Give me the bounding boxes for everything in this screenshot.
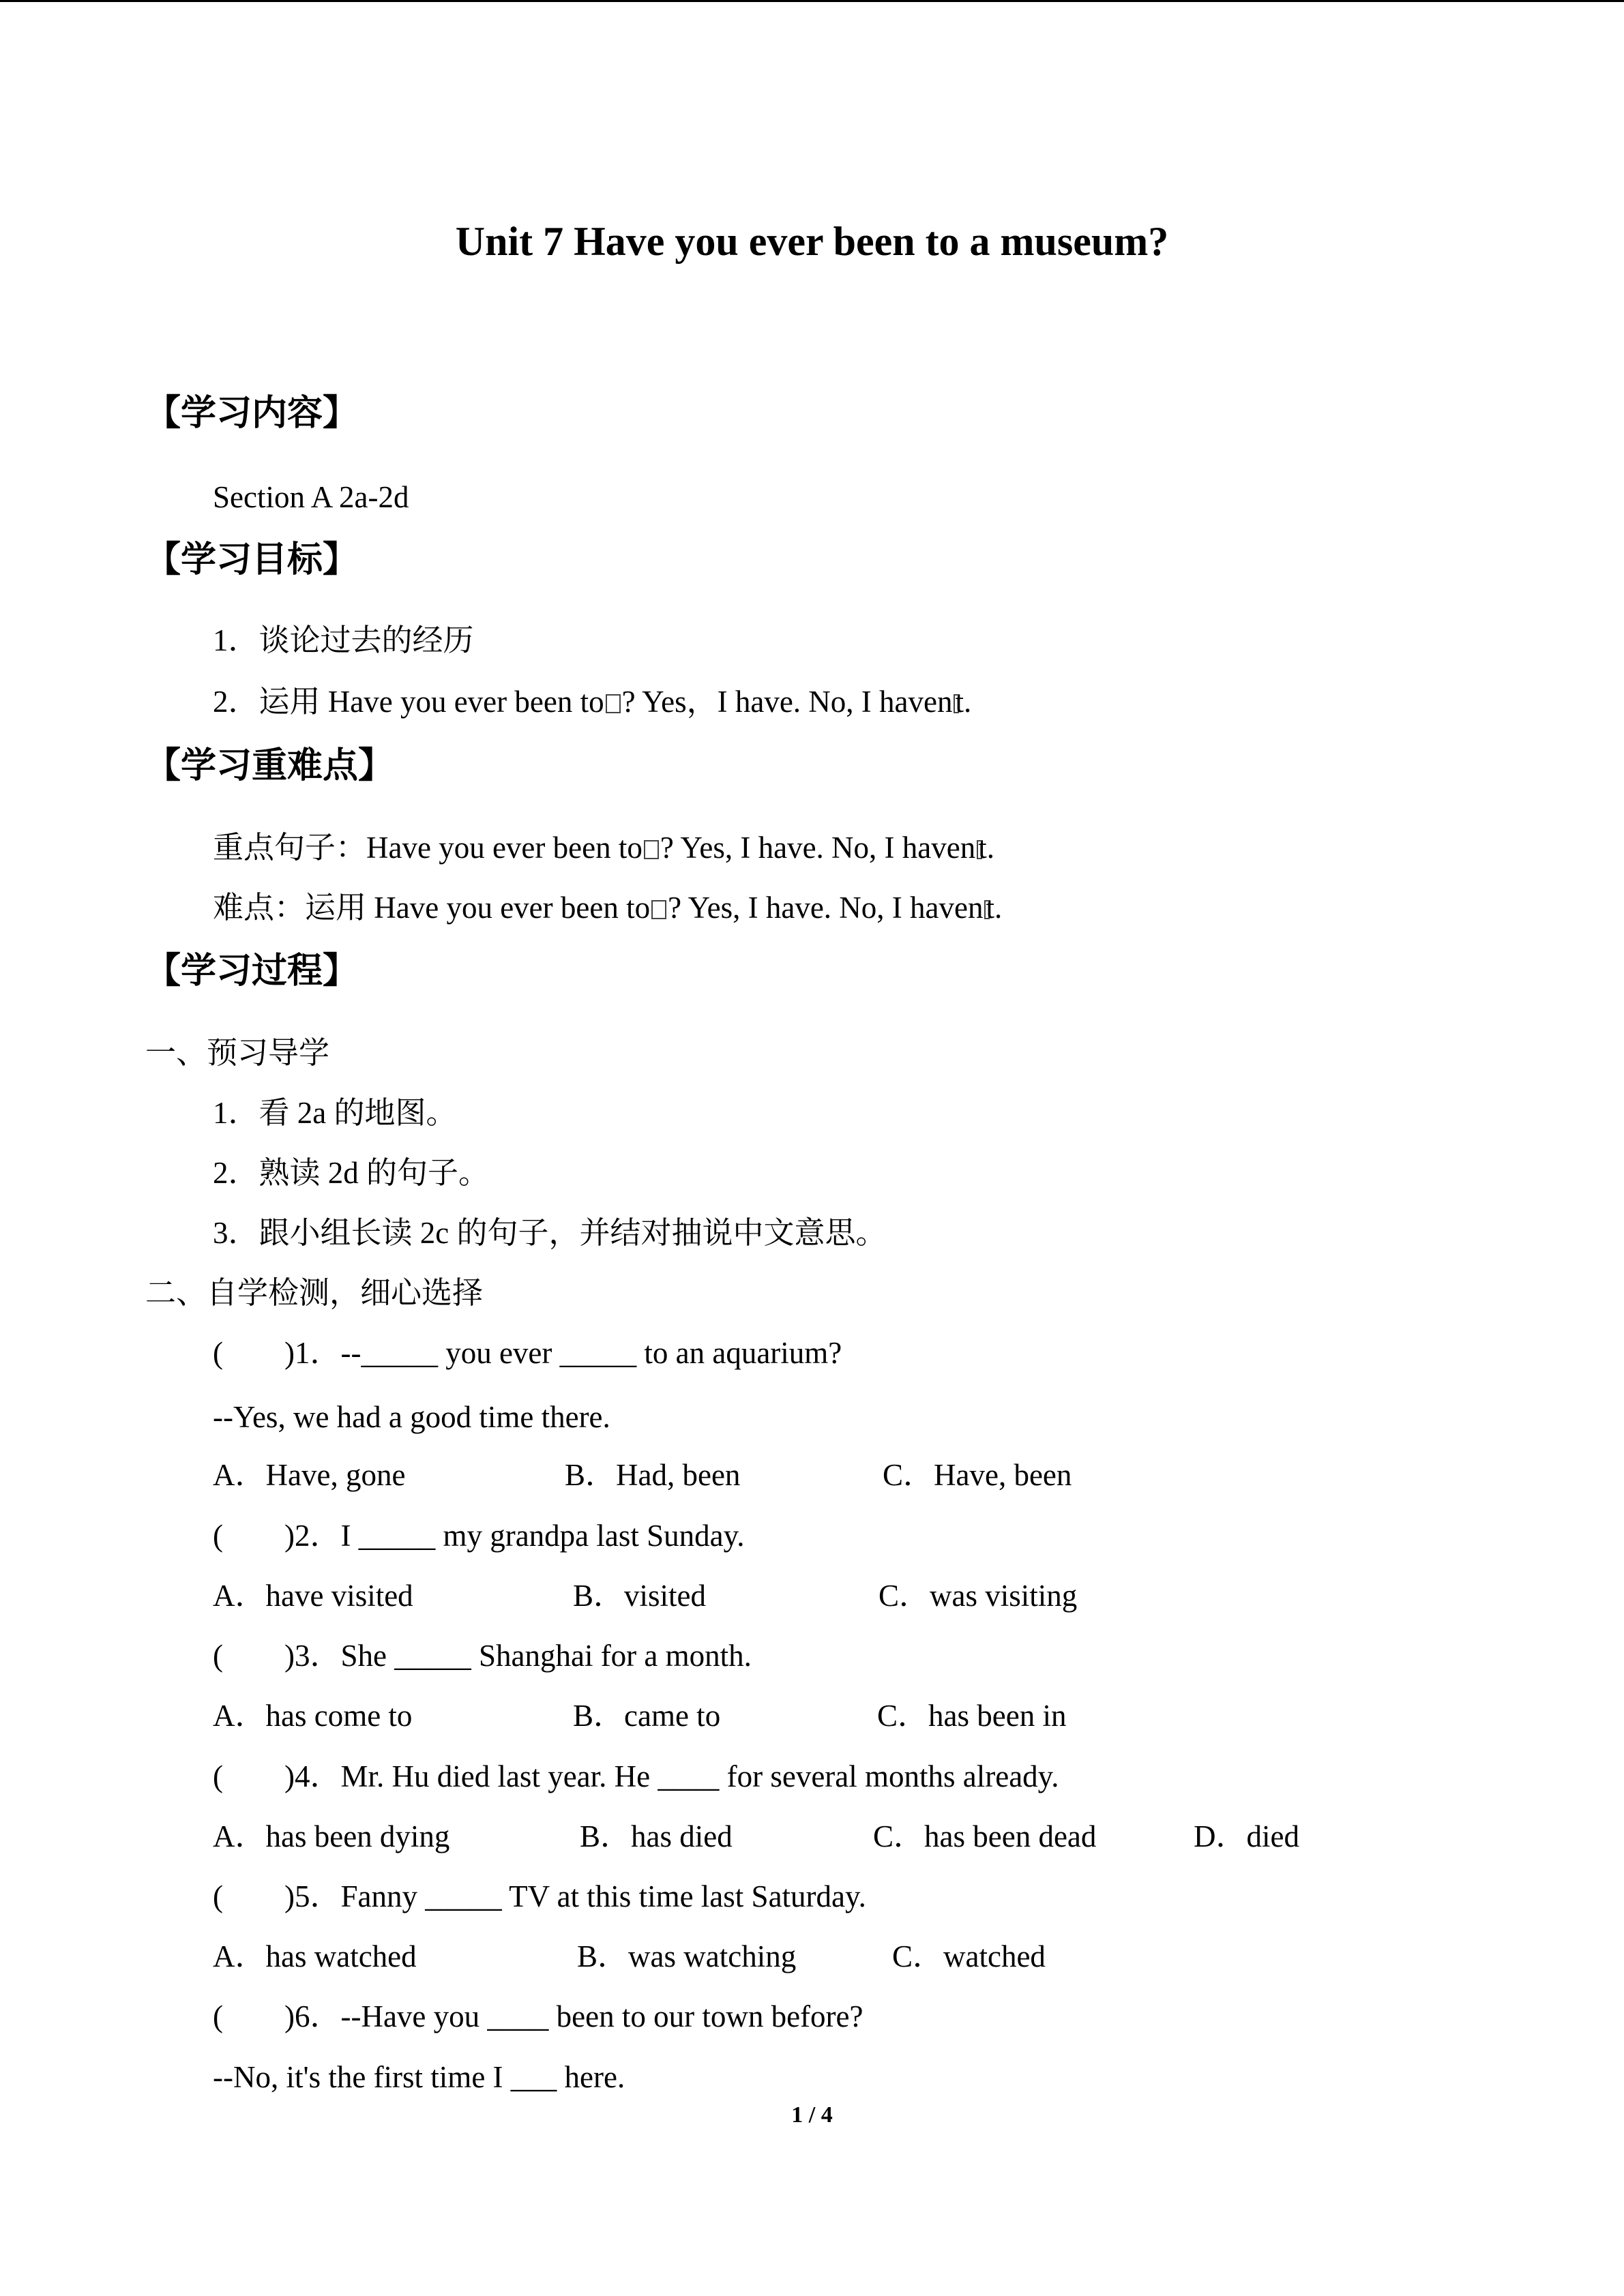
question-2-option-c: C．was visiting bbox=[879, 1579, 1078, 1613]
question-3-stem: ( )3．She _____ Shanghai for a month. bbox=[213, 1639, 752, 1673]
question-4-stem: ( )4．Mr. Hu died last year. He ____ for several months already. bbox=[213, 1759, 1059, 1793]
question-2-option-a: A．have visited bbox=[213, 1579, 413, 1613]
question-1-response: --Yes, we had a good time there. bbox=[213, 1400, 610, 1434]
question-2-option-b: B．visited bbox=[573, 1579, 707, 1613]
heading-keypoints: 【学习重难点】 bbox=[145, 745, 394, 786]
question-5-option-a: A．has watched bbox=[213, 1939, 417, 1973]
question-1-option-c: C．Have, been bbox=[883, 1458, 1072, 1492]
page-number: 1 / 4 bbox=[791, 2102, 833, 2128]
question-4-option-d: D．died bbox=[1194, 1819, 1299, 1853]
part1-item-1: 1．看 2a 的地图。 bbox=[213, 1096, 457, 1130]
placeholder-box bbox=[651, 900, 666, 919]
placeholder-box bbox=[606, 694, 621, 713]
question-5-stem: ( )5．Fanny _____ TV at this time last Saturday. bbox=[213, 1879, 866, 1913]
question-3-option-b: B．came to bbox=[573, 1699, 721, 1733]
heading-process: 【学习过程】 bbox=[145, 951, 359, 992]
question-3-option-a: A．has come to bbox=[213, 1699, 413, 1733]
question-6-response: --No, it's the first time I ___ here. bbox=[213, 2060, 625, 2094]
keypoint-line-1: 重点句子：Have you ever been to ? Yes, I have. No, I havent. bbox=[213, 831, 994, 865]
top-border bbox=[0, 0, 1624, 2]
part1-item-2: 2．熟读 2d 的句子。 bbox=[213, 1156, 490, 1190]
question-4-option-b: B．has died bbox=[580, 1819, 733, 1853]
question-2-stem: ( )2．I _____ my grandpa last Sunday. bbox=[213, 1519, 745, 1553]
part1-item-3: 3．跟小组长读 2c 的句子，并结对抽说中文意思。 bbox=[213, 1216, 887, 1250]
page-title: Unit 7 Have you ever been to a museum? bbox=[455, 219, 1169, 264]
content-section-line: Section A 2a-2d bbox=[213, 480, 409, 514]
placeholder-box bbox=[644, 840, 659, 859]
heading-goals: 【学习目标】 bbox=[145, 539, 359, 580]
question-3-option-c: C．has been in bbox=[877, 1699, 1067, 1733]
question-5-option-b: B．was watching bbox=[577, 1939, 797, 1973]
keypoint-line-2: 难点：运用 Have you ever been to ? Yes, I have. No, I havent. bbox=[213, 891, 1003, 925]
question-4-option-a: A．has been dying bbox=[213, 1819, 450, 1853]
question-6-stem: ( )6．--Have you ____ been to our town before? bbox=[213, 1999, 863, 2033]
question-1-option-a: A．Have, gone bbox=[213, 1458, 406, 1492]
heading-content: 【学习内容】 bbox=[145, 393, 359, 434]
question-1-option-b: B．Had, been bbox=[565, 1458, 741, 1492]
question-1-stem: ( )1．--_____ you ever _____ to an aquarium? bbox=[213, 1336, 842, 1370]
question-4-option-c: C．has been dead bbox=[873, 1819, 1097, 1853]
goal-item-2: 2．运用 Have you ever been to ? Yes，I have. No, I havent. bbox=[213, 685, 972, 719]
part1-title: 一、预习导学 bbox=[145, 1036, 330, 1070]
goal-item-1: 1．谈论过去的经历 bbox=[213, 623, 474, 657]
question-5-option-c: C．watched bbox=[892, 1939, 1046, 1973]
part2-title: 二、自学检测，细心选择 bbox=[145, 1276, 484, 1310]
